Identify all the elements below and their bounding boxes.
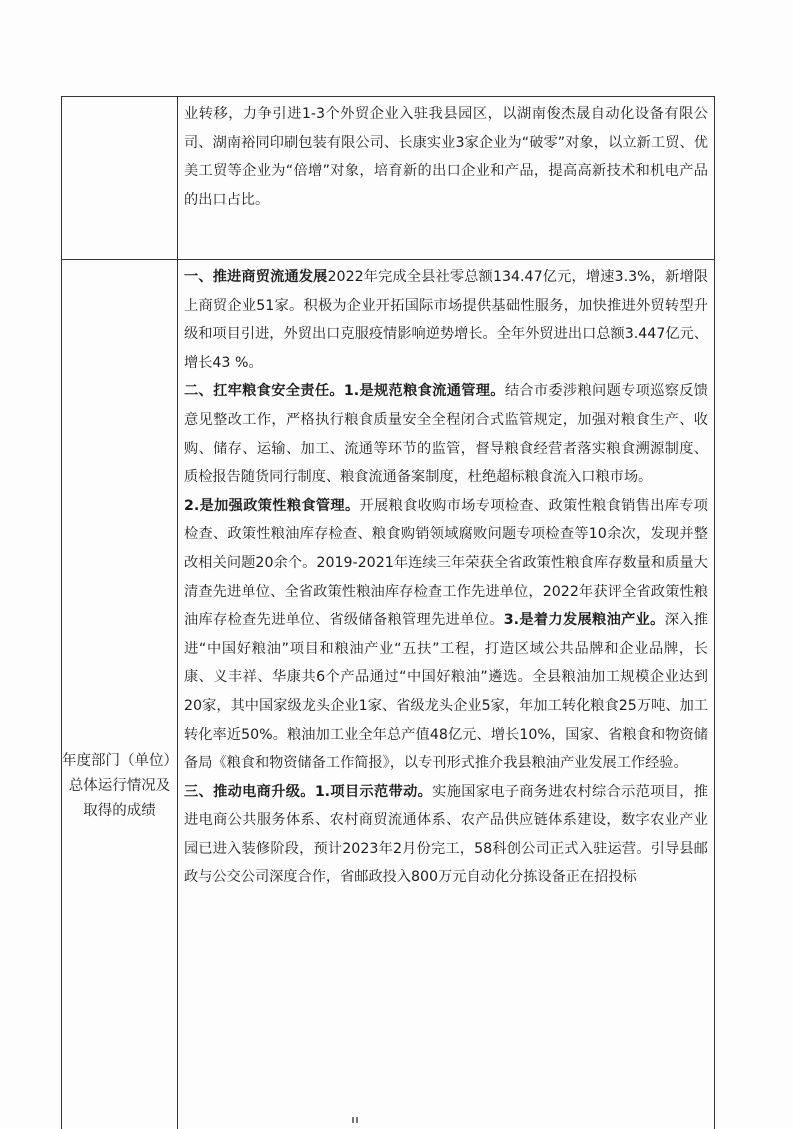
heading-grain-industry: 3.是着力发展粮油产业。 bbox=[503, 612, 665, 629]
table-row-continuation bbox=[61, 96, 715, 259]
continuation-paragraph: 业转移，力争引进1-3个外贸企业入驻我县园区，以湖南俊杰晟自动化设备有限公司、湖南裕同印刷包装有限公司、长康实业3家企业为“破零”对象，以立新工贸、优美工贸等企业为“倍增”对象，培育新的出口企业和产品，提高高新技术和机电产品的出口占比。 bbox=[184, 106, 708, 208]
heading-policy-grain: 2.是加强政策性粮食管理。 bbox=[184, 497, 360, 514]
scan-mark bbox=[352, 1108, 362, 1114]
row-label-cell bbox=[61, 96, 178, 259]
paragraph-commerce bbox=[184, 263, 708, 377]
heading-commerce: 一、推进商贸流通发展 bbox=[184, 269, 328, 285]
table bbox=[61, 96, 715, 1129]
text-grain-industry: 深入推进“中国好粮油”项目和粮油产业“五扶”工程，打造区域公共品牌和企业品牌，长康、义丰祥、华康共6个产品通过“中国好粮油”遴选。全县粮油加工规模企业达到20家，其中国家级龙头企业1家、省级龙头企业5家，年加工转化粮食25万吨、加工转化率近50%。粮油加工业全年总产值48亿元、增长10%，国家、省粮食和物资储备局《粮食和物资储备工作简报》，以专刊形式推介我县粮油产业发展工作经验。 bbox=[184, 612, 708, 772]
text-ecommerce: 实施国家电子商务进农村综合示范项目，推进电商公共服务体系、农村商贸流通体系、农产品供应链体系建设，数字农业产业园已进入装修阶段，预计2023年2月份完工，58科创公司正式入驻运营。引导县邮政与公交公司深度合作，省邮政投入800万元自动化分拣设备正在招投标 bbox=[184, 783, 708, 886]
heading-grain-security: 二、扛牢粮食安全责任。1.是规范粮食流通管理。 bbox=[184, 383, 505, 400]
section-label-line: 年度部门（单位） bbox=[62, 753, 178, 769]
paragraph-ecommerce bbox=[184, 778, 708, 892]
row-label-cell bbox=[61, 259, 178, 1129]
row-content-cell bbox=[178, 96, 715, 259]
paragraph-policy-grain bbox=[184, 492, 708, 778]
section-label-line: 取得的成绩 bbox=[83, 803, 156, 819]
heading-ecommerce: 三、推动电商升级。1.项目示范带动。 bbox=[184, 783, 433, 800]
paragraph-grain-security bbox=[184, 377, 708, 491]
section-label-line: 总体运行情况及 bbox=[68, 778, 171, 794]
row-content-cell bbox=[178, 259, 715, 1129]
table-row-achievements bbox=[61, 259, 715, 1129]
text-commerce: 2022年完成全县社零总额134.47亿元，增速3.3%，新增限上商贸企业51家。积极为企业开拓国际市场提供基础性服务，加快推进外贸转型升级和项目引进，外贸出口克服疫情影响逆势增长。全年外贸进出口总额3.447亿元、增长43 %。 bbox=[184, 269, 708, 371]
text-grain-security: 结合市委涉粮问题专项巡察反馈意见整改工作，严格执行粮食质量安全全程闭合式监管规定，加强对粮食生产、收购、储存、运输、加工、流通等环节的监管，督导粮食经营者落实粮食溯源制度、质检报告随货同行制度、粮食流通备案制度，杜绝超标粮食流入口粮市场。 bbox=[184, 383, 708, 486]
text-policy-grain: 开展粮食收购市场专项检查、政策性粮食销售出库专项检查、政策性粮油库存检查、粮食购销领域腐败问题专项检查等10余次，发现并整改相关问题20余个。2019-2021年连续三年荣获全省政策性粮食库存数量和质量大清查先进单位、全省政策性粮油库存检查工作先进单位，2022年获评全省政策性粮油库存检查先进单位、省级储备粮管理先进单位。 bbox=[184, 497, 708, 629]
section-label bbox=[62, 749, 177, 824]
